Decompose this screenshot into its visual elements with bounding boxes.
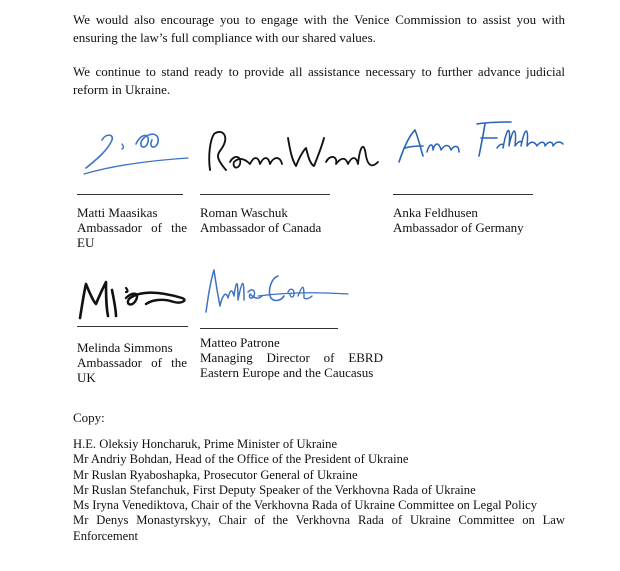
signatory-feldhusen [393, 205, 543, 235]
signatory-waschuk [200, 205, 340, 235]
copy-recipient: Mr Andriy Bohdan, Head of the Office of the President of Ukraine [73, 452, 409, 467]
signatory-patrone [200, 335, 383, 380]
signatory-title: Ambassador of the EU [77, 220, 187, 250]
signatory-name: Matteo Patrone [200, 335, 280, 350]
copy-recipient: H.E. Oleksiy Honcharuk, Prime Minister of Ukraine [73, 437, 338, 451]
signatory-title: Ambassador of Germany [393, 220, 524, 235]
signature-line-waschuk [200, 194, 330, 195]
copy-recipient: Ms Iryna Venediktova, Chair of the Verkhovna Rada of Ukraine Committee on Legal Policy [73, 498, 537, 513]
signatory-name: Roman Waschuk [200, 205, 288, 220]
signature-patrone [198, 262, 353, 324]
signature-feldhusen [393, 116, 573, 168]
closing-paragraph-venice: We would also encourage you to engage with the Venice Commission to assist you with ensuring the law’s full compliance with our shared values. [73, 12, 565, 45]
signature-simmons [70, 270, 195, 325]
copy-recipient-list [73, 437, 565, 544]
signatory-name: Matti Maasikas [77, 205, 158, 220]
signatory-title: Ambassador of Canada [200, 220, 322, 235]
signatory-title: Managing Director of EBRD Eastern Europe and the Caucasus [200, 350, 383, 380]
closing-paragraph-support: We continue to stand ready to provide all assistance necessary to further advance judicial reform in Ukraine. [73, 64, 565, 97]
signature-line-patrone [200, 328, 338, 329]
signatory-name: Anka Feldhusen [393, 205, 478, 220]
copy-label: Copy: [73, 410, 105, 425]
signature-waschuk [196, 126, 381, 186]
signature-line-simmons [77, 326, 188, 327]
signatory-title: Ambassador of the UK [77, 355, 187, 385]
copy-recipient: Mr Ruslan Ryaboshapka, Prosecutor General of Ukraine [73, 467, 358, 482]
signature-maasikas [78, 120, 193, 190]
signatory-simmons [77, 340, 187, 385]
signature-line-maasikas [77, 194, 183, 195]
signatory-maasikas [77, 205, 187, 250]
copy-recipient: Mr Ruslan Stefanchuk, First Deputy Speaker of the Verkhovna Rada of Ukraine [73, 482, 476, 497]
signatory-name: Melinda Simmons [77, 340, 173, 355]
signature-line-feldhusen [393, 194, 533, 195]
copy-recipient: Mr Denys Monastyrskyy, Chair of the Verkhovna Rada of Ukraine Committee on Law Enforcement [73, 513, 565, 543]
